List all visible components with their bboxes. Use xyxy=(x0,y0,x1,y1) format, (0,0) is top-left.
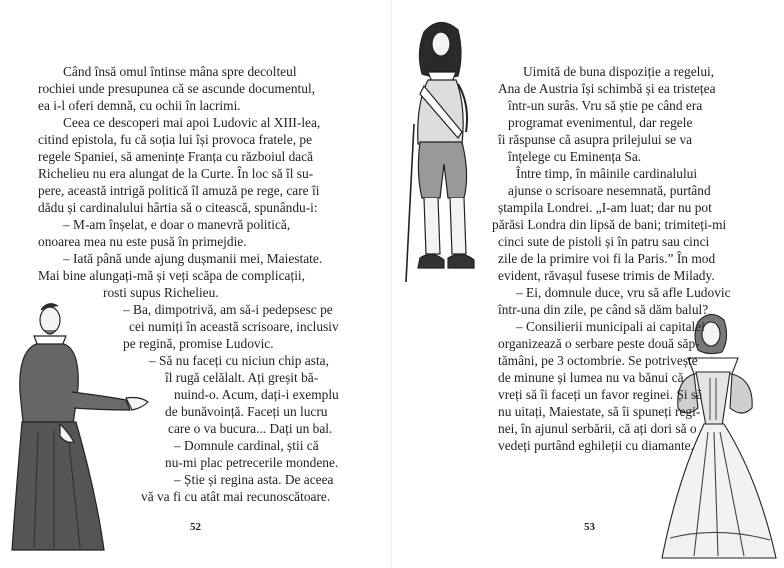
text-line: care o va bucura... Dați un bal. xyxy=(168,421,333,436)
text-line: Richelieu nu era alungat de la Curte. În loc să îl su- xyxy=(38,166,314,181)
text-line: ștampila Londrei. „I-am luat; dar nu pot xyxy=(498,200,712,215)
text-line: nu-mi plac petrecerile mondene. xyxy=(165,455,339,470)
page-number: 52 xyxy=(190,521,201,533)
text-line: – M-am înșelat, e doar o manevră politică, xyxy=(63,217,291,232)
text-line: cinci sute de pistoli și în patru sau cinci xyxy=(498,234,710,249)
text-line: tămâni, pe 3 octombrie. Se potrivește xyxy=(498,353,698,368)
text-line: nuind-o. Acum, dați-i exemplu xyxy=(174,387,339,402)
text-line: într-un surâs. Vru să știe pe când era xyxy=(508,98,703,113)
text-line: rochiei unde presupunea că se ascunde documentul, xyxy=(38,81,316,96)
text-line: îl rugă celălalt. Ați greșit bă- xyxy=(165,370,319,385)
text-line: – Ba, dimpotrivă, am să-i pedepsesc pe xyxy=(123,302,333,317)
text-line: regele Spaniei, să amenințe Franța cu războiul dacă xyxy=(38,149,314,164)
text-line: cei numiți în această scrisoare, inclusiv xyxy=(129,319,339,334)
text-line: – Ei, domnule duce, vru să afle Ludovic xyxy=(516,285,731,300)
text-line: Ceea ce descoperi mai apoi Ludovic al XIII-lea, xyxy=(63,115,321,130)
right-page xyxy=(392,0,784,568)
text-line: de bunăvoință. Faceți un lucru xyxy=(165,404,328,419)
text-line: dădu și cardinalului hârtia să o citească, spunându-i: xyxy=(38,200,318,215)
text-line: ajunse o scrisoare nesemnată, purtând xyxy=(508,183,711,198)
text-line: îi răspunse că asupra prilejului se va xyxy=(498,132,693,147)
text-line: Între timp, în mâinile cardinalului xyxy=(516,166,698,181)
text-line: evident, răvașul fusese trimis de Milady. xyxy=(498,268,715,283)
text-line: pere, această intrigă politică îl amuză pe rege, care îi xyxy=(38,183,320,198)
text-line: Mai bine alungați-mă și veți scăpa de complicații, xyxy=(38,268,305,283)
text-line: programat evenimentul, dar regele xyxy=(508,115,693,130)
text-line: – Să nu faceți cu niciun chip asta, xyxy=(149,353,329,368)
text-line: – Domnule cardinal, știi că xyxy=(174,438,319,453)
text-line: părăsi Londra din lipsă de bani; trimiteți-mi xyxy=(492,217,727,232)
text-line: nei, în ajunul serbării, că ați dori să o xyxy=(498,421,697,436)
text-line: citind epistola, fu că soția lui își provoca fratele, pe xyxy=(38,132,313,147)
text-line: Uimită de buna dispoziție a regelui, xyxy=(523,64,715,79)
text-line: zile de la primire voi fi la Paris.” În mod xyxy=(498,251,716,266)
king-louis-illustration xyxy=(400,14,486,294)
text-line: vreți să îi faceți un favor reginei. Și să xyxy=(498,387,703,402)
text-line: organizează o serbare peste două săp- xyxy=(498,336,700,351)
text-line: vă va fi cu atât mai recunoscătoare. xyxy=(141,489,331,504)
text-line: Când însă omul întinse mâna spre decolteul xyxy=(63,64,297,79)
text-line: într-una din zile, pe când să dăm balul? xyxy=(498,302,709,317)
text-line: nu uitați, Maiestate, să îi spuneți regi- xyxy=(498,404,701,419)
text-line: – Știe și regina asta. De aceea xyxy=(174,472,334,487)
text-line: pe regină, promise Ludovic. xyxy=(123,336,274,351)
text-line: de minune și lumea nu va bănui că xyxy=(498,370,684,385)
text-line: înțelege cu Eminența Sa. xyxy=(508,149,642,164)
text-line: Ana de Austria își schimbă și ea tristețea xyxy=(498,81,716,96)
text-line: vedeți purtând eghileții cu diamante. xyxy=(498,438,694,453)
text-line: – Consilierii municipali ai capitalei xyxy=(516,319,705,334)
text-line: ea i-l oferi demnă, cu ochii în lacrimi. xyxy=(38,98,241,113)
text-line: – Iată până unde ajung dușmanii mei, Maiestate. xyxy=(63,251,323,266)
page-number: 53 xyxy=(584,521,595,533)
text-line: onoarea mea nu este pusă în primejdie. xyxy=(38,234,247,249)
text-line: rosti supus Richelieu. xyxy=(103,285,219,300)
